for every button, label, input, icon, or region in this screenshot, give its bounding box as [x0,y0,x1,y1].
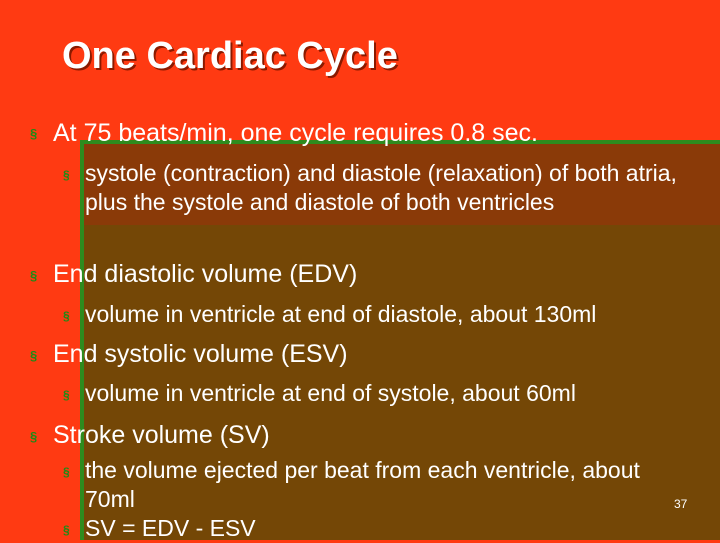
page-number: 37 [674,497,688,511]
sub-bullet-marker-icon: § [63,388,70,402]
sub-bullet-marker-icon: § [63,309,70,323]
sub-bullet-esv-description: volume in ventricle at end of systole, about 60ml [85,380,576,406]
sub-bullet-marker-icon: § [63,168,70,182]
sub-bullet-marker-icon: § [63,465,70,479]
bullet-edv: End diastolic volume (EDV) [53,260,358,288]
bullet-stroke-volume: Stroke volume (SV) [53,421,270,449]
sub-bullet-cycle-description: systole (contraction) and diastole (relaxation) of both atria, plus the systole and diastole of both ventricles [85,160,677,215]
bullet-marker-icon: § [30,126,38,141]
bullet-marker-icon: § [30,268,38,283]
sub-bullet-marker-icon: § [63,523,70,537]
sub-bullet-sv-formula: SV = EDV - ESV [85,515,256,541]
bullet-cycle-duration: At 75 beats/min, one cycle requires 0.8 sec. [53,119,538,147]
slide-title: One Cardiac Cycle [62,35,398,77]
bullet-marker-icon: § [30,348,38,363]
bullet-marker-icon: § [30,429,38,444]
bullet-esv: End systolic volume (ESV) [53,340,348,368]
sub-bullet-edv-description: volume in ventricle at end of diastole, about 130ml [85,301,597,327]
sub-bullet-stroke-volume-description: the volume ejected per beat from each ventricle, about 70ml [85,457,640,512]
